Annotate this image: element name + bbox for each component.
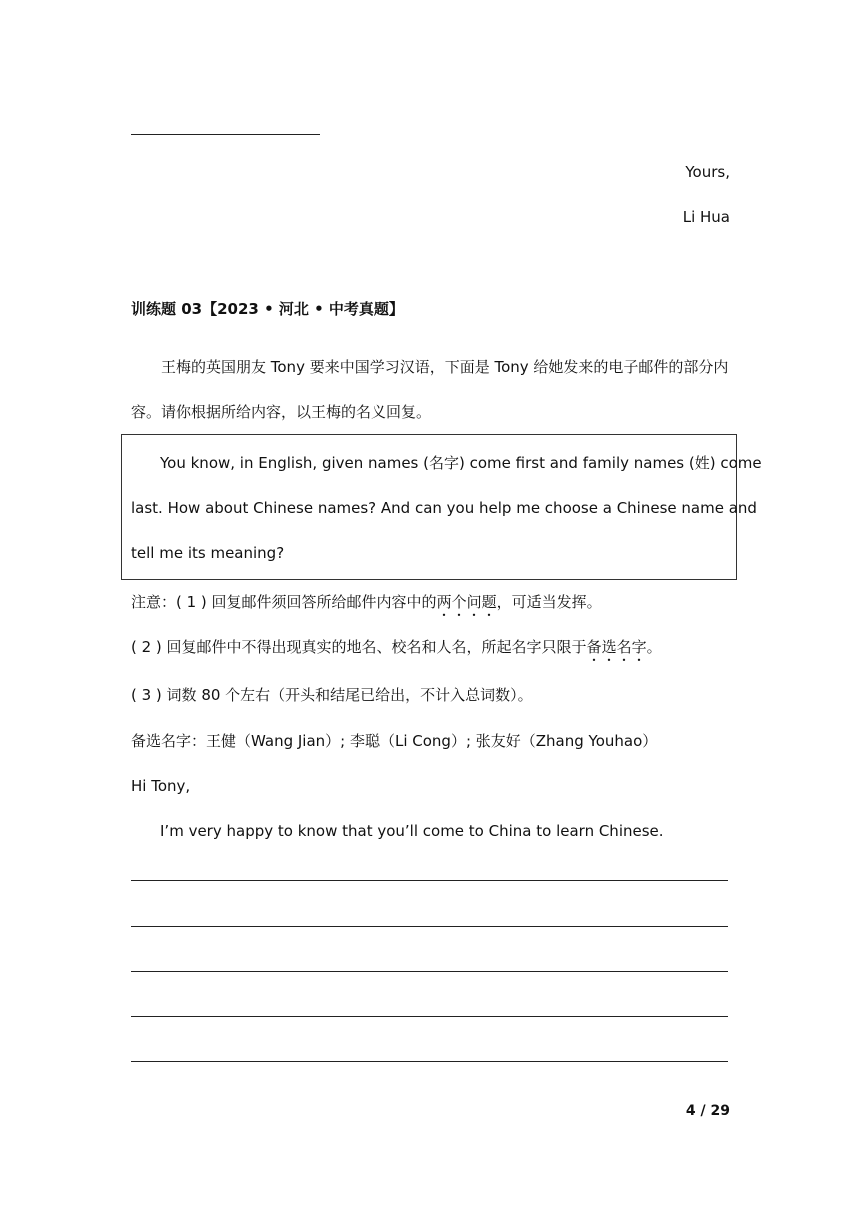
note-1 [131, 592, 602, 620]
intro-line-1: 王梅的英国朋友 Tony 要来中国学习汉语，下面是 Tony 给她发来的电子邮件的部分内 [161, 358, 729, 376]
note-2-suffix: 。 [646, 638, 662, 656]
signature: Li Hua [682, 208, 730, 226]
answer-line-short [131, 134, 320, 135]
note-2-emphasis: 备选名字 [586, 638, 647, 656]
writing-line[interactable] [131, 1016, 728, 1017]
note-2-prefix: ( 2 ) 回复邮件中不得出现真实的地名、校名和人名，所起名字只限于 [131, 638, 587, 656]
note-1-emphasis: 两个问题 [436, 593, 497, 611]
writing-line[interactable] [131, 926, 728, 927]
name-options: 备选名字：王健（Wang Jian）; 李聪（Li Cong）; 张友好（Zhang Youhao） [131, 732, 658, 750]
email-line-2: last. How about Chinese names? And can you help me choose a Chinese name and [131, 499, 757, 517]
writing-line[interactable] [131, 880, 728, 881]
page-number: 4 / 29 [685, 1103, 730, 1119]
note-1-prefix: 注意：( 1 ) 回复邮件须回答所给邮件内容中的 [131, 593, 437, 611]
email-line-3: tell me its meaning? [131, 544, 285, 562]
note-3: ( 3 ) 词数 80 个左右（开头和结尾已给出，不计入总词数）。 [131, 686, 533, 704]
opening-sentence: I’m very happy to know that you’ll come to China to learn Chinese. [160, 822, 664, 840]
note-1-suffix: ，可适当发挥。 [496, 593, 602, 611]
greeting: Hi Tony, [131, 777, 191, 795]
writing-line[interactable] [131, 1061, 728, 1062]
intro-line-2: 容。请你根据所给内容，以王梅的名义回复。 [131, 403, 432, 421]
writing-line[interactable] [131, 971, 728, 972]
email-line-1: You know, in English, given names (名字) come first and family names (姓) come [160, 454, 762, 472]
signoff: Yours, [685, 163, 730, 181]
note-2 [131, 637, 662, 665]
exercise-title: 训练题 03【2023 • 河北 • 中考真题】 [131, 300, 404, 318]
